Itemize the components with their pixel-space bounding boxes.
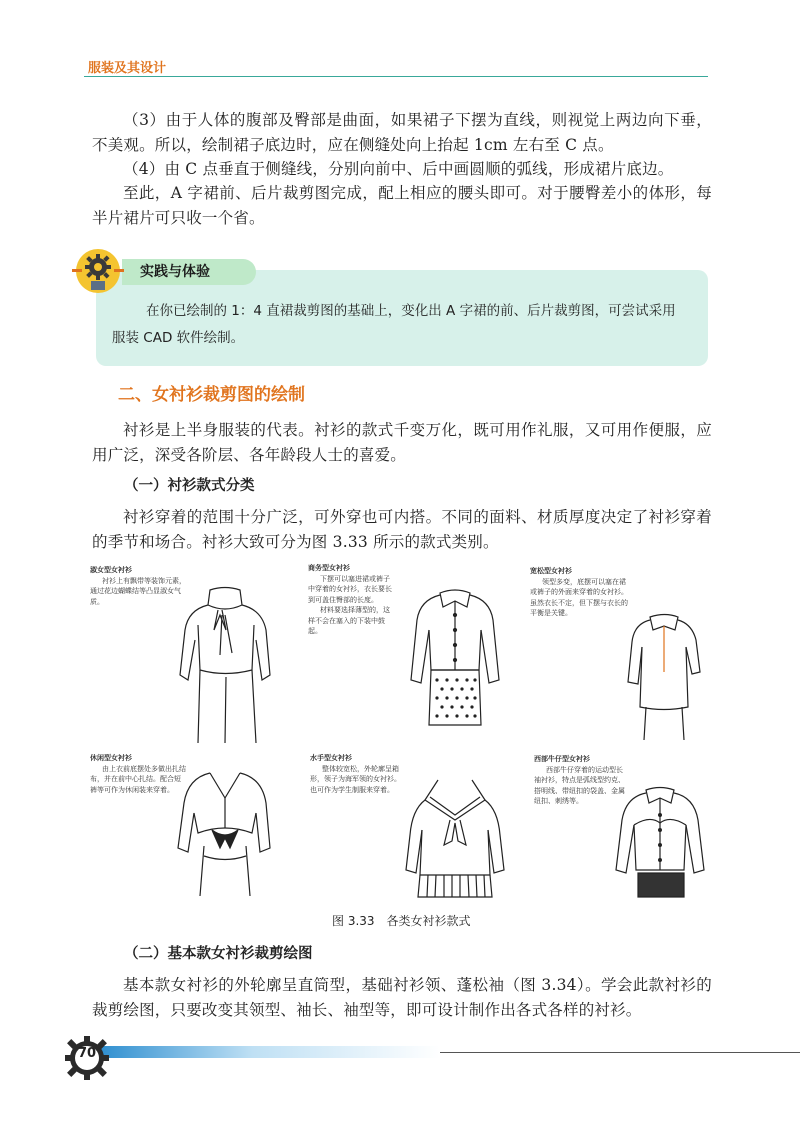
subsection-text-1: 衬衫穿着的范围十分广泛，可外穿也可内搭。不同的面料、材质厚度决定了衬衫穿着的季节和场合。衬衫大致可分为图 3.33 所示的款式类别。 <box>92 508 712 551</box>
figure-label-desc: 衬衫上有飘带等装饰元素，通过花边蝴蝶结等凸显淑女气质。 <box>90 576 186 606</box>
subsection-heading-1: （一）衬衫款式分类 <box>124 478 255 494</box>
figure-label-desc: 整体较宽松，外轮廓呈箱形，领子为海军领的女衬衫。也可作为学生制服来穿着。 <box>310 764 401 794</box>
paragraph-step-4: （4）由 C 点垂直于侧缝线，分别向前中、后中画圆顺的弧线，形成裙片底边。 <box>123 160 674 178</box>
practice-title: 实践与体验 <box>140 264 210 280</box>
figure-caption: 图 3.33 各类女衬衫款式 <box>332 914 471 928</box>
figure-label-title: 商务型女衬衫 <box>308 564 350 572</box>
figure-label-title: 休闲型女衬衫 <box>90 754 132 762</box>
paragraph-conclusion: 至此，A 字裙前、后片裁剪图完成，配上相应的腰头即可。对于腰臀差小的体形，每半片裙片可只收一个省。 <box>92 184 712 227</box>
practice-text: 在你已绘制的 1：4 直裙裁剪图的基础上，变化出 A 字裙的前、后片裁剪图，可尝试采用服装 CAD 软件绘制。 <box>112 303 676 346</box>
sailor-shirt-sketch <box>400 775 510 900</box>
business-shirt-sketch <box>405 585 505 745</box>
figure-label-title: 宽松型女衬衫 <box>530 567 572 575</box>
figure-label-5 <box>310 753 404 795</box>
figure-label-title: 西部牛仔型女衬衫 <box>534 755 590 763</box>
western-shirt-sketch <box>610 785 710 900</box>
loose-shirt-sketch <box>620 612 710 742</box>
casual-shirt-sketch <box>170 768 280 898</box>
figure-label-title: 淑女型女衬衫 <box>90 566 132 574</box>
running-header: 服装及其设计 <box>88 61 167 76</box>
subsection-text-2: 基本款女衬衫的外轮廓呈直筒型，基础衬衫领、蓬松袖（图 3.34）。学会此款衬衫的裁剪绘图，只要改变其领型、袖长、袖型等，即可设计制作出各式各样的衬衫。 <box>92 976 712 1019</box>
figure-label-title: 水手型女衬衫 <box>310 754 352 762</box>
figure-label-2 <box>308 563 396 637</box>
footer-bar <box>60 1038 800 1066</box>
figure-label-desc: 领型多变，底摆可以塞在裙或裤子的外面来穿着的女衬衫。虽然衣长不定，但下摆与衣长的平衡是关键。 <box>530 577 628 617</box>
figure-label-desc-2: 材料要选择薄型的，这样不会在塞入的下装中鼓起。 <box>308 606 390 635</box>
figure-label-desc: 由上衣前底摆处多做出扎结布，并在前中心扎结。配合短裤等可作为休闲装来穿着。 <box>90 764 186 794</box>
figure-label-3 <box>530 566 632 619</box>
paragraph-step-3: （3）由于人体的腹部及臀部是曲面，如果裙子下摆为直线，则视觉上两边向下垂，不美观。所以，绘制裙子底边时，应在侧缝处向上抬起 1cm 左右至 C 点。 <box>92 111 712 154</box>
section-heading: 二、女衬衫裁剪图的绘制 <box>118 385 305 405</box>
figure-label-desc: 下摆可以塞进裙或裤子中穿着的女衬衫，衣长要长到可盖住臀部的长度。 <box>308 574 392 604</box>
page-number: 70 <box>77 1046 97 1061</box>
subsection-heading-2: （二）基本款女衬衫裁剪绘图 <box>124 946 313 962</box>
header-rule <box>84 76 708 77</box>
section-intro: 衬衫是上半身服装的代表。衬衫的款式千变万化，既可用作礼服，又可用作便服，应用广泛，深受各阶层、各年龄段人士的喜爱。 <box>92 421 712 464</box>
lady-blouse-sketch <box>170 585 280 745</box>
gear-bulb-icon <box>72 245 124 297</box>
figure-label-desc: 西部牛仔穿着的运动型长袖衬衫，特点是弧线型约克、搭明线、带纽扣的袋盖、金属纽扣、刺绣等。 <box>534 765 625 805</box>
